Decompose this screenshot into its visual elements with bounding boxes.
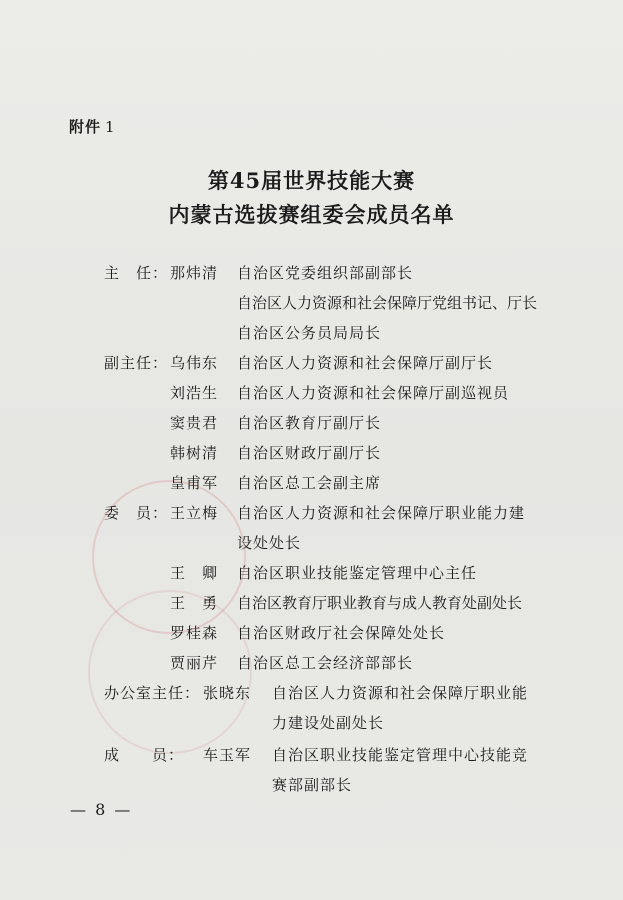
document-title-line1: 第45届世界技能大赛 xyxy=(207,168,416,193)
role-label: 办公室主任： xyxy=(104,684,201,702)
role-label: 委 员： xyxy=(104,504,169,522)
member-name: 王 勇 xyxy=(170,594,219,612)
member-position: 自治区财政厅副厅长 xyxy=(237,444,382,462)
member-position: 力建设处副处长 xyxy=(272,714,385,732)
member-position: 自治区总工会经济部部长 xyxy=(237,654,414,672)
member-position: 自治区人力资源和社会保障厅职业能力建 xyxy=(237,504,526,522)
member-name: 刘浩生 xyxy=(170,384,219,402)
member-position: 自治区人力资源和社会保障厅职业能 xyxy=(272,684,529,702)
member-position: 自治区人力资源和社会保障厅副巡视员 xyxy=(237,384,510,402)
page-number: — 8 — xyxy=(70,800,133,819)
role-label: 主 任： xyxy=(104,264,169,282)
member-position: 自治区财政厅社会保障处处长 xyxy=(237,624,446,642)
member-name: 乌伟东 xyxy=(170,354,219,372)
member-name: 那炜清 xyxy=(170,264,219,282)
member-position: 设处处长 xyxy=(237,534,302,552)
member-name: 罗桂森 xyxy=(170,624,219,642)
member-position: 自治区职业技能鉴定管理中心主任 xyxy=(237,564,478,582)
member-name: 张晓东 xyxy=(203,684,252,702)
role-label: 成 员： xyxy=(104,746,185,764)
member-position: 自治区人力资源和社会保障厅副厅长 xyxy=(237,354,494,372)
attachment-label xyxy=(69,116,116,137)
attachment-text: 附件 xyxy=(69,118,102,136)
document-title-line2: 内蒙古选拔赛组委会成员名单 xyxy=(168,202,455,227)
member-position: 赛部副部长 xyxy=(272,776,353,794)
member-position: 自治区总工会副主席 xyxy=(237,474,382,492)
role-label: 副主任： xyxy=(104,354,169,372)
member-name: 王 卿 xyxy=(170,564,219,582)
member-position: 自治区教育厅职业教育与成人教育处副处长 xyxy=(237,594,523,612)
member-position: 自治区公务员局局长 xyxy=(237,324,382,342)
member-position: 自治区职业技能鉴定管理中心技能竞 xyxy=(272,746,529,764)
member-name: 皇甫军 xyxy=(170,474,219,492)
member-name: 车玉军 xyxy=(203,746,252,764)
member-name: 韩树清 xyxy=(170,444,219,462)
member-name: 贾丽芹 xyxy=(170,654,219,672)
member-name: 窦贵君 xyxy=(170,414,219,432)
member-position: 自治区党委组织部副部长 xyxy=(237,264,414,282)
member-position: 自治区教育厅副厅长 xyxy=(237,414,382,432)
member-position: 自治区人力资源和社会保障厅党组书记、厅长 xyxy=(237,294,538,312)
attachment-number: 1 xyxy=(105,118,116,136)
member-name: 王立梅 xyxy=(170,504,219,522)
